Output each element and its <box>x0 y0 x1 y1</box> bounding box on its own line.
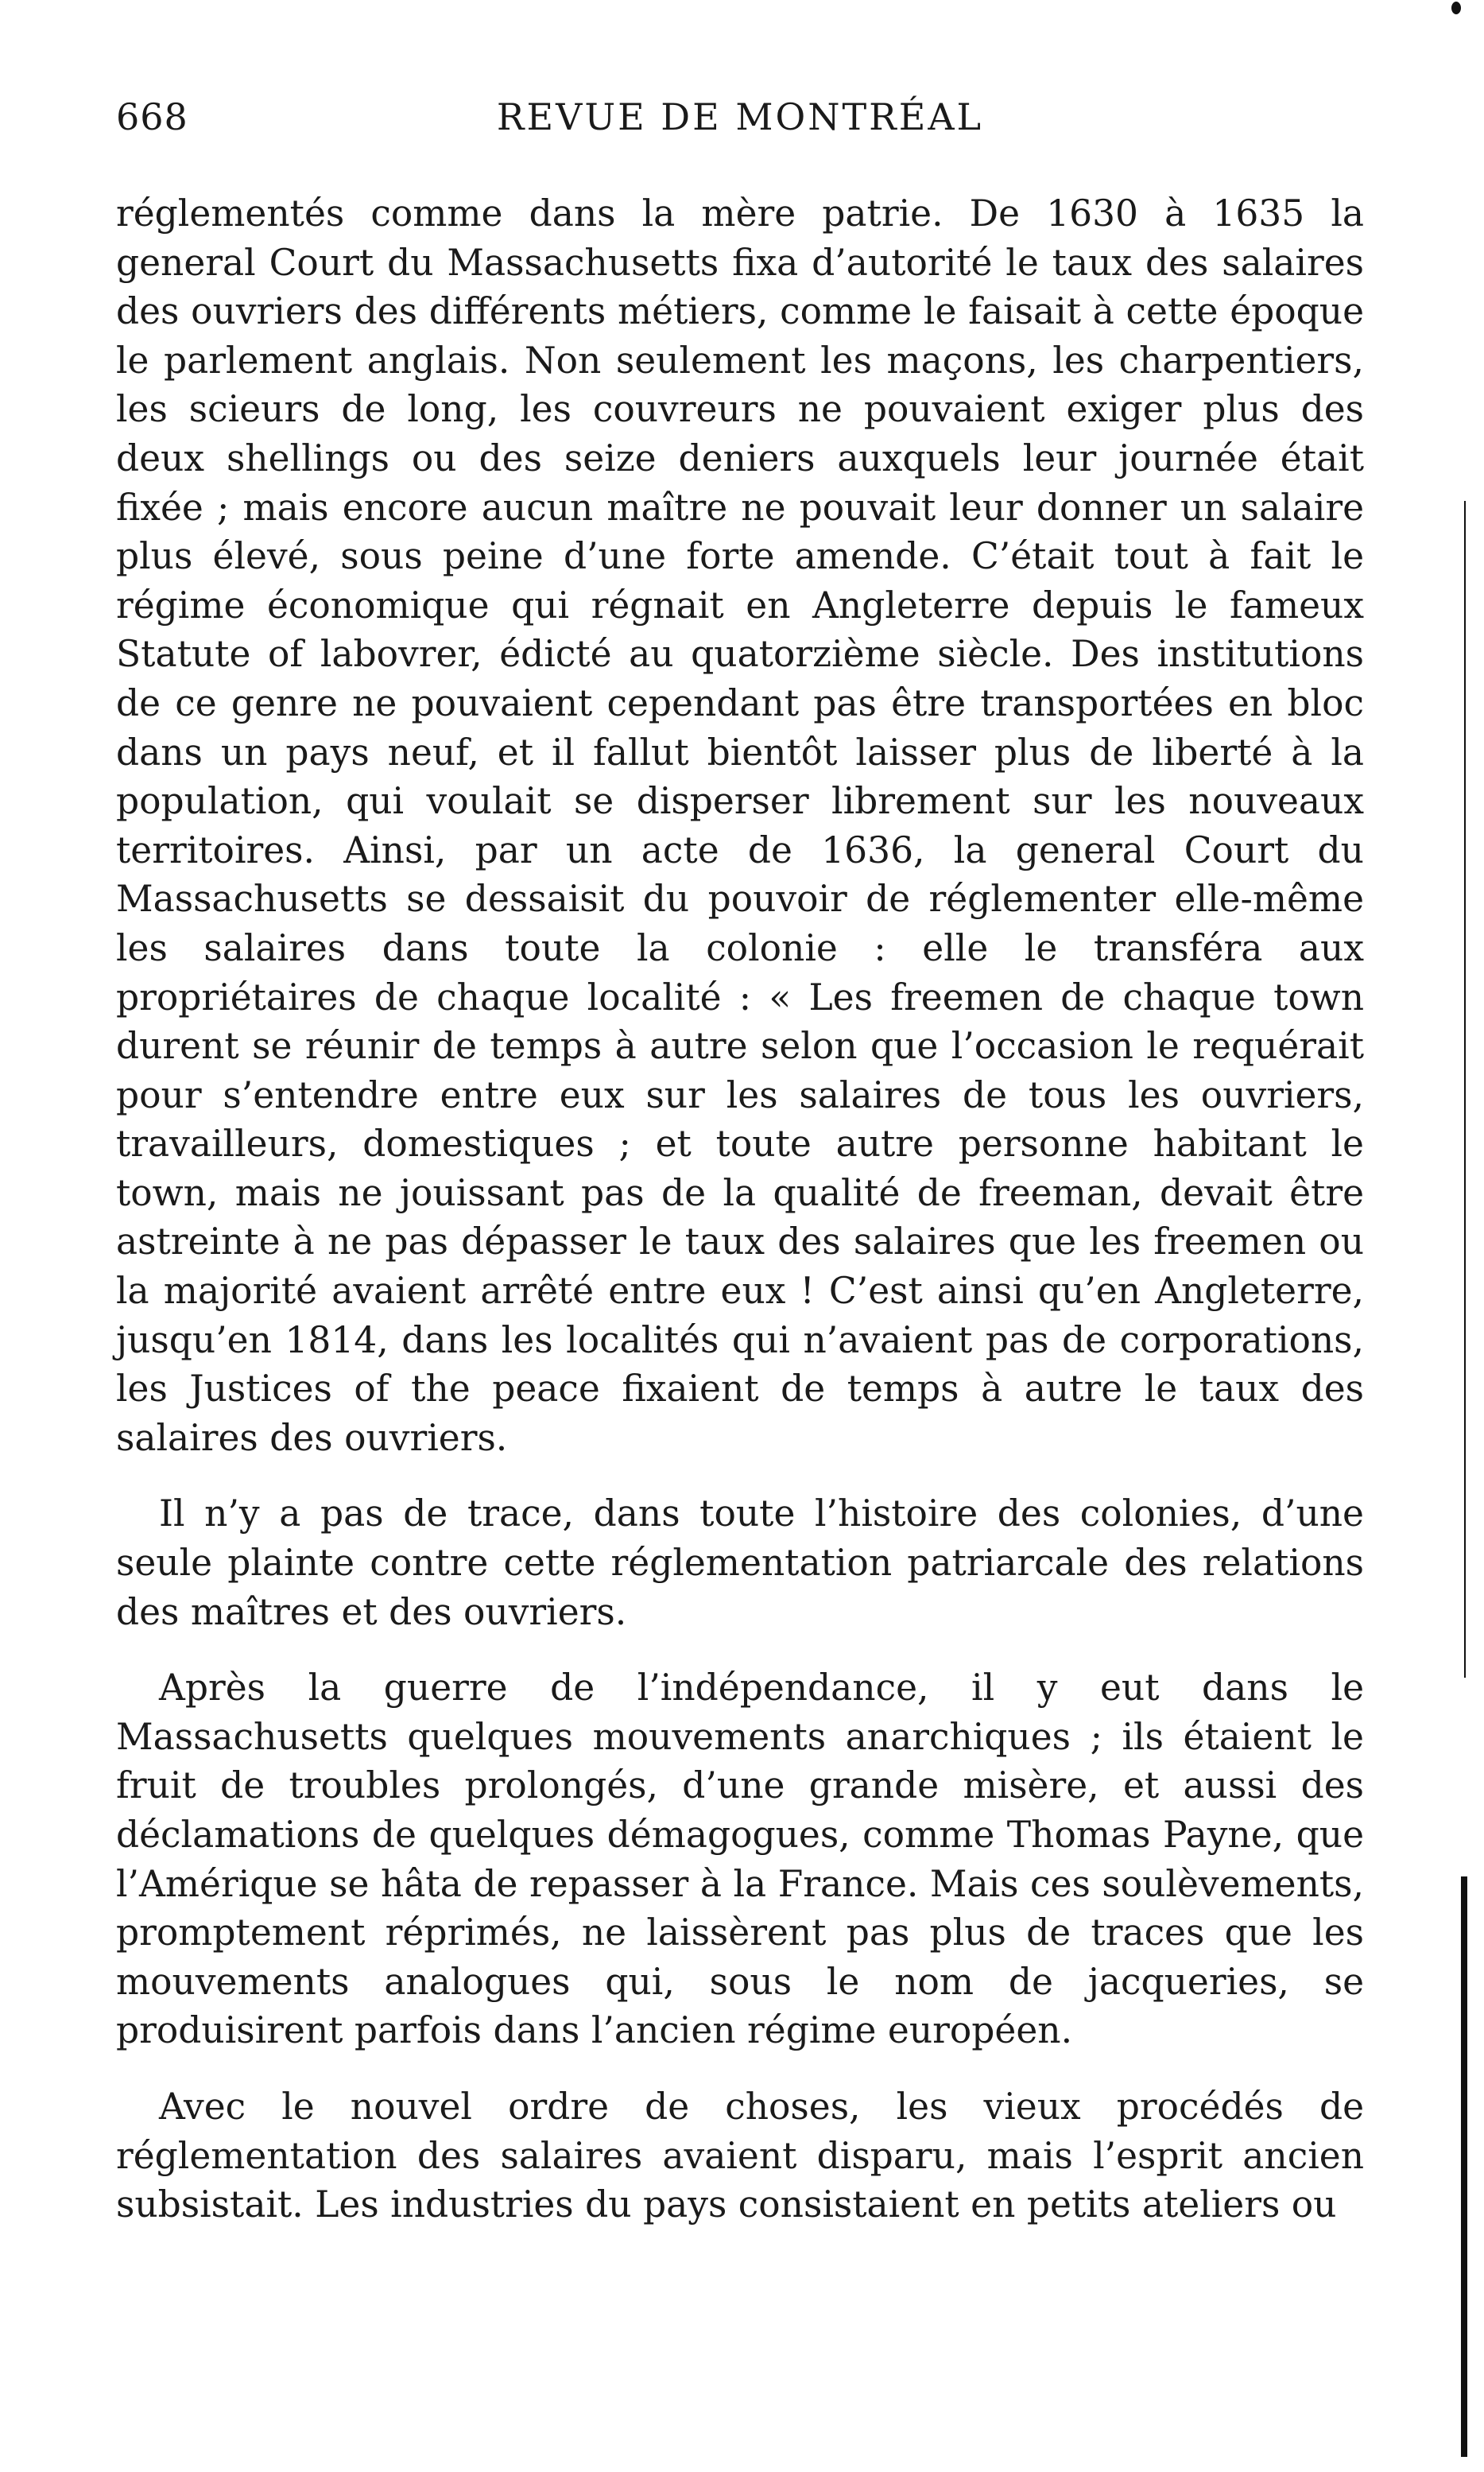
running-head <box>116 95 1364 151</box>
document-page <box>116 95 1364 2229</box>
paragraph-2: Il n’y a pas de trace, dans toute l’histoire des colonies, d’une seule plainte contre cette réglementation patriarcale des relations des maîtres et des ouvriers. <box>116 1492 1364 1633</box>
paragraph-3: Après la guerre de l’indépendance, il y eut dans le Massachusetts quelques mouvements anarchiques ; ils étaient le fruit de troubles prolongés, d’une grande misère, et aussi des déclamations de quelques démagogues, comme Thomas Payne, que l’Amérique se hâta de repasser à la France. Mais ces soulèvements, promptement réprimés, ne laissèrent pas plus de traces que les mouvements analogues qui, sous le nom de jacqueries, se produisirent parfois dans l’ancien régime européen. <box>116 1667 1364 2052</box>
right-margin-bar <box>1461 1876 1467 2457</box>
ink-dot <box>1451 2 1461 14</box>
running-title: REVUE DE MONTRÉAL <box>496 95 984 138</box>
right-margin-line <box>1464 501 1466 1678</box>
page-number: 668 <box>116 95 188 138</box>
paragraph-1: réglementés comme dans la mère patrie. De 1630 à 1635 la general Court du Massachusetts fixa d’autorité le taux des salaires des ouvriers des différents métiers, comme le faisait à cette époque le parlement anglais. Non seulement les maçons, les charpentiers, les scieurs de long, les couvreurs ne pouvaient exiger plus des deux shellings ou des seize deniers auxquels leur journée était fixée ; mais encore aucun maître ne pouvait leur donner un salaire plus élevé, sous peine d’une forte amende. C’était tout à fait le régime économique qui régnait en Angleterre depuis le fameux Statute of labovrer, édicté au quatorzième siècle. Des institutions de ce genre ne pouvaient cependant pas être transportées en bloc dans un pays neuf, et il fallut bientôt laisser plus de liberté à la population, qui voulait se disperser librement sur les nouveaux territoires. Ainsi, par un acte de 1636, la general Court du Massachusetts se dessaisit du pouvoir de réglementer elle-même les salaires dans toute la colonie : elle le transféra aux propriétaires de chaque localité : « Les freemen de chaque town durent se réunir de temps à autre selon que l’occasion le requérait pour s’entendre entre eux sur les salaires de tous les ouvriers, travailleurs, domestiques ; et toute autre personne habitant le town, mais ne jouissant pas de la qualité de freeman, devait être astreinte à ne pas dépasser le taux des salaires que les freemen ou la majorité avaient arrêté entre eux ! C’est ainsi qu’en Angleterre, jusqu’en 1814, dans les localités qui n’avaient pas de corporations, les Justices of the peace fixaient de temps à autre le taux des salaires des ouvriers. <box>116 192 1364 1459</box>
paragraph-4: Avec le nouvel ordre de choses, les vieux procédés de réglementation des salaires avaient disparu, mais l’esprit ancien subsistait. Les industries du pays consistaient en petits ateliers ou <box>116 2085 1364 2226</box>
